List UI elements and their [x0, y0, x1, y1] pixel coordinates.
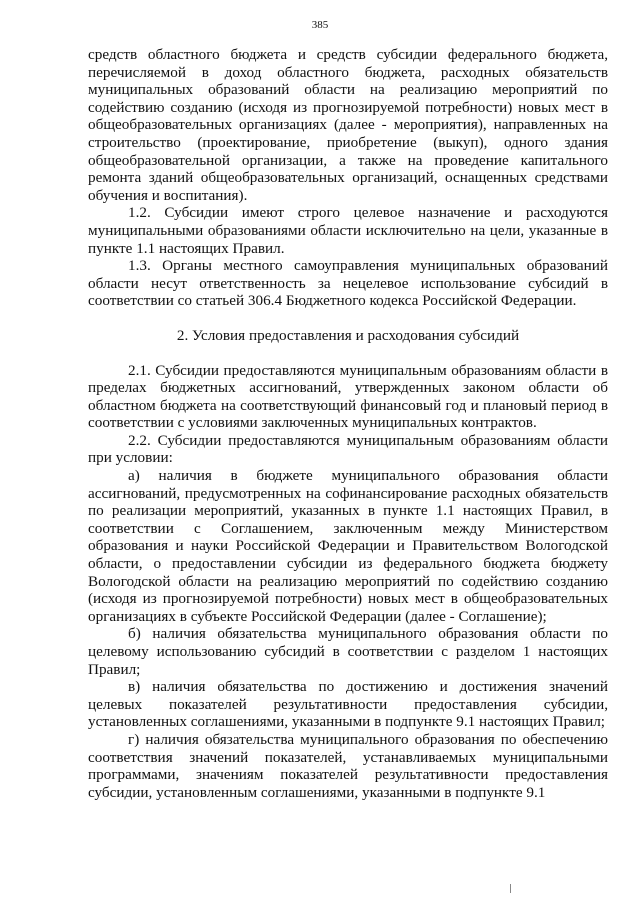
paragraph-2-1: 2.1. Субсидии предоставляются муниципальным образованиям области в пределах бюджетных ассигнований, утвержденных законом области об областном бюджета на соответствующий финансовый год и плановый период в соответствии с условиями заключенных муниципальных контрактов. [88, 361, 608, 432]
paragraph-1-3: 1.3. Органы местного самоуправления муниципальных образований области несут ответственность за нецелевое использование субсидий в соответствии со статьей 306.4 Бюджетного кодекса Российской Федерации. [88, 257, 608, 310]
paragraph-1-2: 1.2. Субсидии имеют строго целевое назначение и расходуются муниципальными образованиями области исключительно на цели, указанные в пункте 1.1 настоящих Правил. [88, 204, 608, 257]
paragraph-2-2: 2.2. Субсидии предоставляются муниципальным образованиям области при условии: [88, 431, 608, 467]
section-2-heading: 2. Условия предоставления и расходования субсидий [176, 326, 520, 344]
paragraph-2-2-v: в) наличия обязательства по достижению и достижения значений целевых показателей результативности предоставления субсидии, установленных соглашениями, указанными в подпункте 9.1 настоящих Правил; [88, 678, 608, 731]
document-body [88, 46, 608, 801]
scan-mark [510, 884, 511, 893]
paragraph-2-2-b: б) наличия обязательства муниципального образования области по целевому использованию субсидий в соответствии с разделом 1 настоящих Правил; [88, 625, 608, 678]
paragraph-2-2-a: а) наличия в бюджете муниципального образования области ассигнований, предусмотренных на софинансирование расходных обязательств по реализации мероприятий, указанных в пункте 1.1 настоящих Правил, в соответствии с Соглашением, заключенным между Министерством образования и науки Российской Федерации и Правительством Вологодской области, о предоставлении субсидии из федерального бюджета бюджету Вологодской области на реализацию мероприятий по содействию созданию (исходя из прогнозируемой потребности) новых мест в общеобразовательных организациях в субъекте Российской Федерации (далее - Соглашение); [88, 467, 608, 625]
page-number: 385 [311, 19, 329, 31]
paragraph-2-2-g: г) наличия обязательства муниципального образования по обеспечению соответствия значений показателей, устанавливаемых муниципальными программами, значениям показателей результативности предоставления субсидии, установленным соглашениями, указанными в подпункте 9.1 [88, 730, 608, 801]
paragraph-1-1-continuation: средств областного бюджета и средств субсидии федерального бюджета, перечисляемой в доход областного бюджета, расходных обязательств муниципальных образований области на реализацию мероприятий по содействию созданию (исходя из прогнозируемой потребности) новых мест в общеобразовательных организациях (далее - мероприятия), направленных на строительство (проектирование, приобретение (выкуп), одного здания общеобразовательной организации, а также на проведение капитального ремонта зданий общеобразовательных организаций, оснащенных средствами обучения и воспитания). [88, 46, 608, 204]
